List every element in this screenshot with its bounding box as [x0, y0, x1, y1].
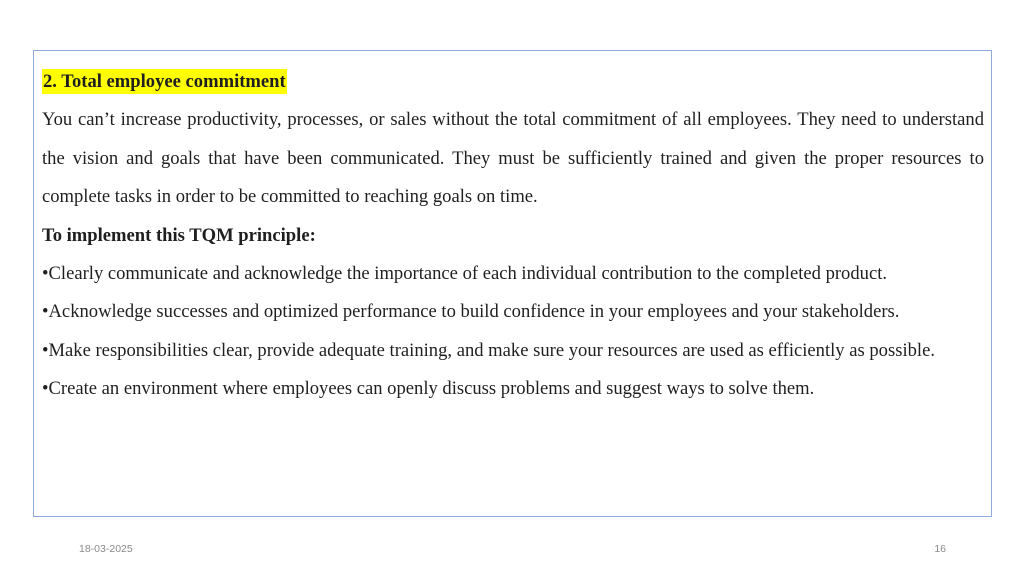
bullet-item: •Acknowledge successes and optimized performance to build confidence in your employees and your stakeholders. — [42, 301, 900, 323]
section-title: 2. Total employee commitment — [43, 71, 286, 92]
footer-date: 18-03-2025 — [79, 543, 133, 555]
page-number: 16 — [934, 543, 946, 555]
bullet-item: •Clearly communicate and acknowledge the importance of each individual contribution to the completed product. — [42, 263, 888, 285]
bullet-item: •Create an environment where employees can openly discuss problems and suggest ways to solve them. — [42, 378, 815, 400]
intro-paragraph: You can’t increase productivity, processes, or sales without the total commitment of all employees. They need to understand the vision and goals that have been communicated. They must be sufficiently trained and given the proper resources to complete tasks in order to be committed to reaching goals on time. — [42, 109, 984, 208]
content-box — [33, 50, 992, 517]
implement-heading: To implement this TQM principle: — [42, 224, 316, 246]
bullet-item: •Make responsibilities clear, provide adequate training, and make sure your resources are used as efficiently as possible. — [42, 339, 935, 361]
section-title-line — [42, 63, 984, 101]
